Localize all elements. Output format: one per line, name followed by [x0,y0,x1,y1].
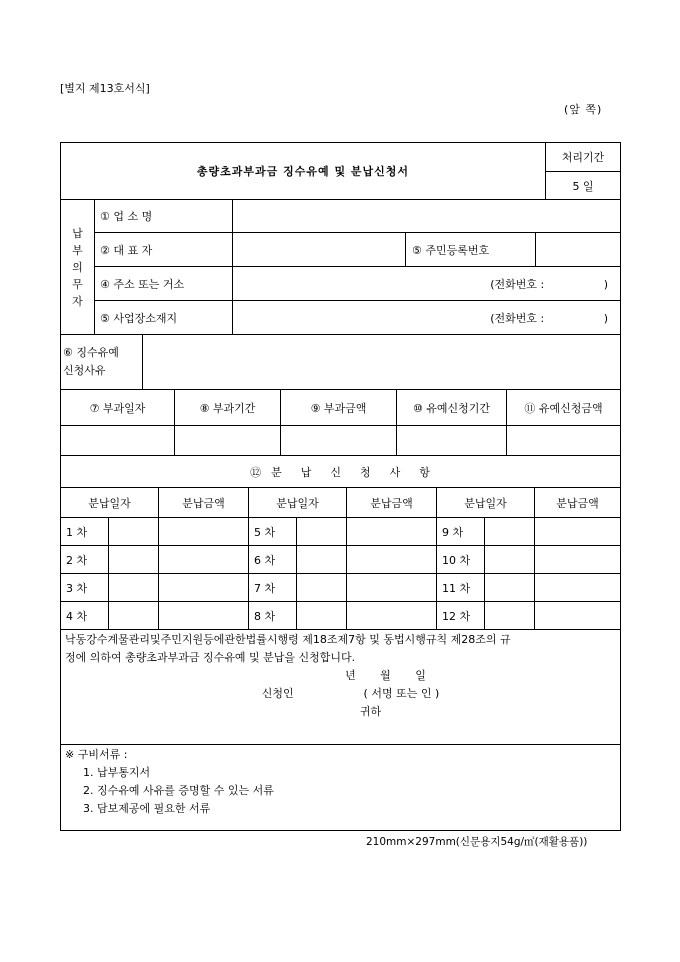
installment-no: 9 차 [437,518,485,546]
installment-date-field[interactable] [109,518,159,546]
reason-label [61,335,143,390]
installment-no: 1 차 [61,518,109,546]
installment-no: 7 차 [249,574,297,602]
payer-char: 의 [72,260,83,274]
installment-no: 10 차 [437,546,485,574]
deferral-period-header: ⑩ 유예신청기간 [397,390,507,426]
statement-line1: 낙동강수계물관리및주민지원등에관한법률시행령 제18조제7항 및 동법시행규칙 제28조의 규 [65,633,511,646]
payer-group-label [61,200,95,335]
page-side-label: (앞 쪽) [564,103,603,116]
installment-no: 12 차 [437,602,485,630]
installment-row [61,602,621,630]
processing-period-value: 5 일 [546,172,621,200]
installment-date-field[interactable] [297,574,347,602]
charge-date-header: ⑦ 부과일자 [61,390,175,426]
paper-spec: 210mm×297mm(신문용지54g/㎡(재활용품)) [366,836,588,848]
installment-date-field[interactable] [109,602,159,630]
documents-cell [61,745,621,831]
installment-amount-field[interactable] [159,574,249,602]
installment-amount-field[interactable] [159,546,249,574]
installment-title [61,456,621,488]
form-title: 총량초과부과금 징수유예 및 분납신청서 [61,143,546,200]
resident-number-field[interactable] [536,233,621,267]
statement-date: 년 월 일 [345,669,426,682]
business-name-field[interactable] [233,200,621,233]
documents-heading: ※ 구비서류 : [65,748,128,761]
installment-amount-field[interactable] [535,546,621,574]
installment-date-field[interactable] [485,518,535,546]
installment-no: 2 차 [61,546,109,574]
reason-label-line2: 신청사유 [63,364,106,377]
installment-date-field[interactable] [485,574,535,602]
installment-no: 6 차 [249,546,297,574]
installment-amount-field[interactable] [159,518,249,546]
deferral-period-field[interactable] [397,426,507,456]
installment-no: 5 차 [249,518,297,546]
charge-period-field[interactable] [175,426,281,456]
resident-number-label: ⑤ 주민등록번호 [406,233,536,267]
charge-date-field[interactable] [61,426,175,456]
document-item: 1. 납부통지서 [83,766,151,779]
installment-amount-field[interactable] [159,602,249,630]
installment-table [60,455,621,630]
charge-amount-field[interactable] [281,426,397,456]
installment-amount-field[interactable] [535,602,621,630]
installment-date-field[interactable] [485,602,535,630]
workplace-field[interactable] [233,301,621,335]
processing-period-label: 처리기간 [546,143,621,172]
installment-amount-field[interactable] [347,518,437,546]
form-number-label: [별지 제13호서식] [60,82,150,95]
addressee: 귀하 [359,705,382,718]
payer-table [60,199,621,335]
installment-date-field[interactable] [109,546,159,574]
installment-date-field[interactable] [297,546,347,574]
installment-no: 3 차 [61,574,109,602]
installment-amount-field[interactable] [535,518,621,546]
installment-title-text: ⑫ 분 납 신 청 사 항 [250,465,431,479]
title-table [60,142,621,200]
address-label: ④ 주소 또는 거소 [95,267,233,301]
workplace-phone-label: (전화번호 : ) [490,311,608,325]
statement-table [60,629,621,831]
representative-field[interactable] [233,233,406,267]
installment-no: 11 차 [437,574,485,602]
charge-amount-header: ⑨ 부과금액 [281,390,397,426]
installment-amount-field[interactable] [535,574,621,602]
representative-label: ② 대 표 자 [95,233,233,267]
installment-date-header: 분납일자 [249,488,347,518]
payer-char: 납 [72,226,83,240]
address-field[interactable] [233,267,621,301]
installment-amount-field[interactable] [347,602,437,630]
installment-date-field[interactable] [485,546,535,574]
document-item: 3. 담보제공에 필요한 서류 [83,802,211,815]
workplace-label: ⑤ 사업장소재지 [95,301,233,335]
installment-date-header: 분납일자 [437,488,535,518]
charge-table [60,389,621,456]
document-item: 2. 징수유예 사유를 증명할 수 있는 서류 [83,784,274,797]
installment-row [61,518,621,546]
address-phone-label: (전화번호 : ) [490,277,608,291]
statement-cell [61,630,621,745]
payer-char: 자 [72,294,83,308]
installment-amount-field[interactable] [347,546,437,574]
installment-date-header: 분납일자 [61,488,159,518]
installment-amount-header: 분납금액 [535,488,621,518]
applicant-line: 신청인 ( 서명 또는 인 ) [261,687,440,700]
installment-row [61,546,621,574]
deferral-amount-header: ⑪ 유예신청금액 [507,390,621,426]
installment-date-field[interactable] [297,602,347,630]
installment-no: 8 차 [249,602,297,630]
charge-period-header: ⑧ 부과기간 [175,390,281,426]
installment-row [61,574,621,602]
reason-field[interactable] [143,335,621,390]
payer-char: 무 [72,277,83,291]
payer-char: 부 [72,243,83,257]
installment-date-field[interactable] [109,574,159,602]
installment-no: 4 차 [61,602,109,630]
reason-label-line1: ⑥ 징수유예 [63,346,119,359]
statement-line2: 정에 의하여 총량초과부과금 징수유예 및 분납을 신청합니다. [65,651,356,664]
business-name-label: ① 업 소 명 [95,200,233,233]
deferral-amount-field[interactable] [507,426,621,456]
installment-amount-header: 분납금액 [159,488,249,518]
installment-amount-field[interactable] [347,574,437,602]
installment-date-field[interactable] [297,518,347,546]
reason-table [60,334,621,390]
installment-amount-header: 분납금액 [347,488,437,518]
